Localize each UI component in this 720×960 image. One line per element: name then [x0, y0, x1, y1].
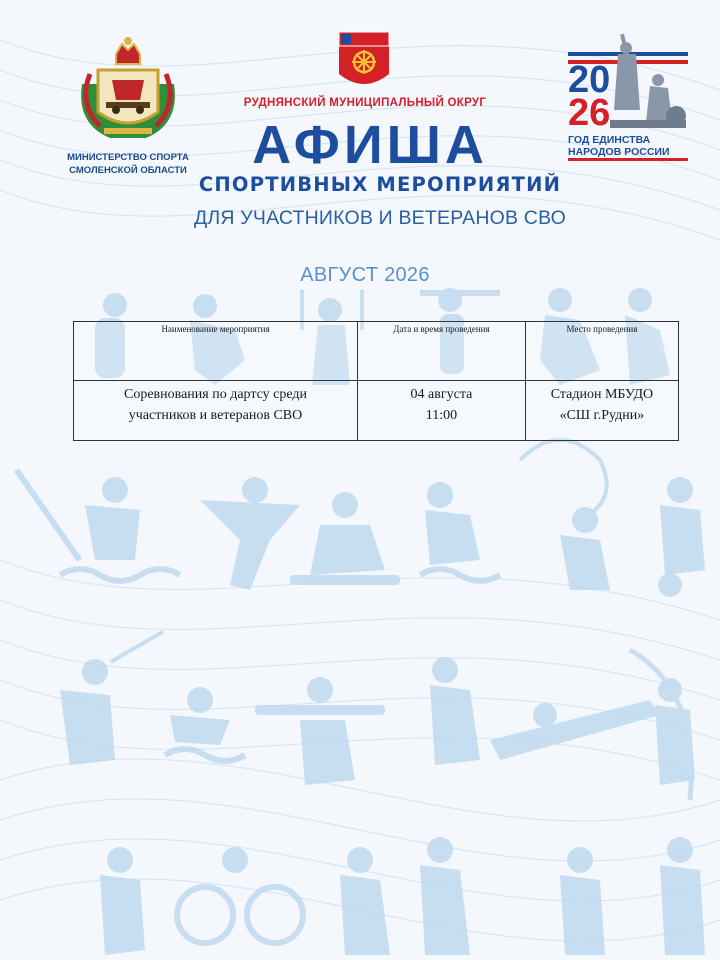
header-event-name: Наименование мероприятия	[74, 322, 358, 381]
okrug-name: РУДНЯНСКИЙ МУНИЦИПАЛЬНЫЙ ОКРУГ	[243, 97, 487, 109]
event-name-cell	[74, 381, 358, 441]
ministry-name-line2: СМОЛЕНСКОЙ ОБЛАСТИ	[69, 165, 187, 176]
poster-header	[0, 0, 720, 300]
event-place-cell	[525, 381, 678, 441]
event-place-line2: «СШ г.Рудни»	[559, 408, 645, 423]
month-label: АВГУСТ 2026	[300, 264, 430, 286]
year-of-unity-logo	[564, 30, 694, 162]
ministry-name-line1: МИНИСТЕРСТВО СПОРТА	[67, 152, 189, 163]
event-time: 11:00	[425, 408, 458, 423]
poster-title: АФИША	[252, 115, 488, 175]
table-row	[74, 381, 679, 441]
year-logo-top-digits: 20	[568, 59, 611, 101]
poster-audience: ДЛЯ УЧАСТНИКОВ И ВЕТЕРАНОВ СВО	[194, 207, 566, 229]
table-header-row	[74, 322, 679, 381]
event-date-cell	[358, 381, 526, 441]
event-date: 04 августа	[410, 387, 473, 402]
year-logo-line2: НАРОДОВ РОССИИ	[568, 146, 670, 158]
header-place: Место проведения	[525, 322, 678, 381]
smolensk-coat-of-arms-icon	[70, 34, 186, 144]
events-table	[73, 321, 679, 441]
monument-icon	[610, 34, 686, 128]
event-place-line1: Стадион МБУДО	[550, 387, 654, 402]
event-name-line2: участников и ветеранов СВО	[128, 408, 303, 423]
year-logo-bottom-digits: 26	[568, 92, 611, 134]
poster-subtitle: СПОРТИВНЫХ МЕРОПРИЯТИЙ	[198, 173, 562, 196]
year-logo-line1: ГОД ЕДИНСТВА	[568, 134, 651, 146]
rudnya-flag-icon	[337, 30, 391, 92]
header-date-time: Дата и время проведения	[358, 322, 526, 381]
event-name-line1: Соревнования по дартсу среди	[124, 387, 308, 402]
